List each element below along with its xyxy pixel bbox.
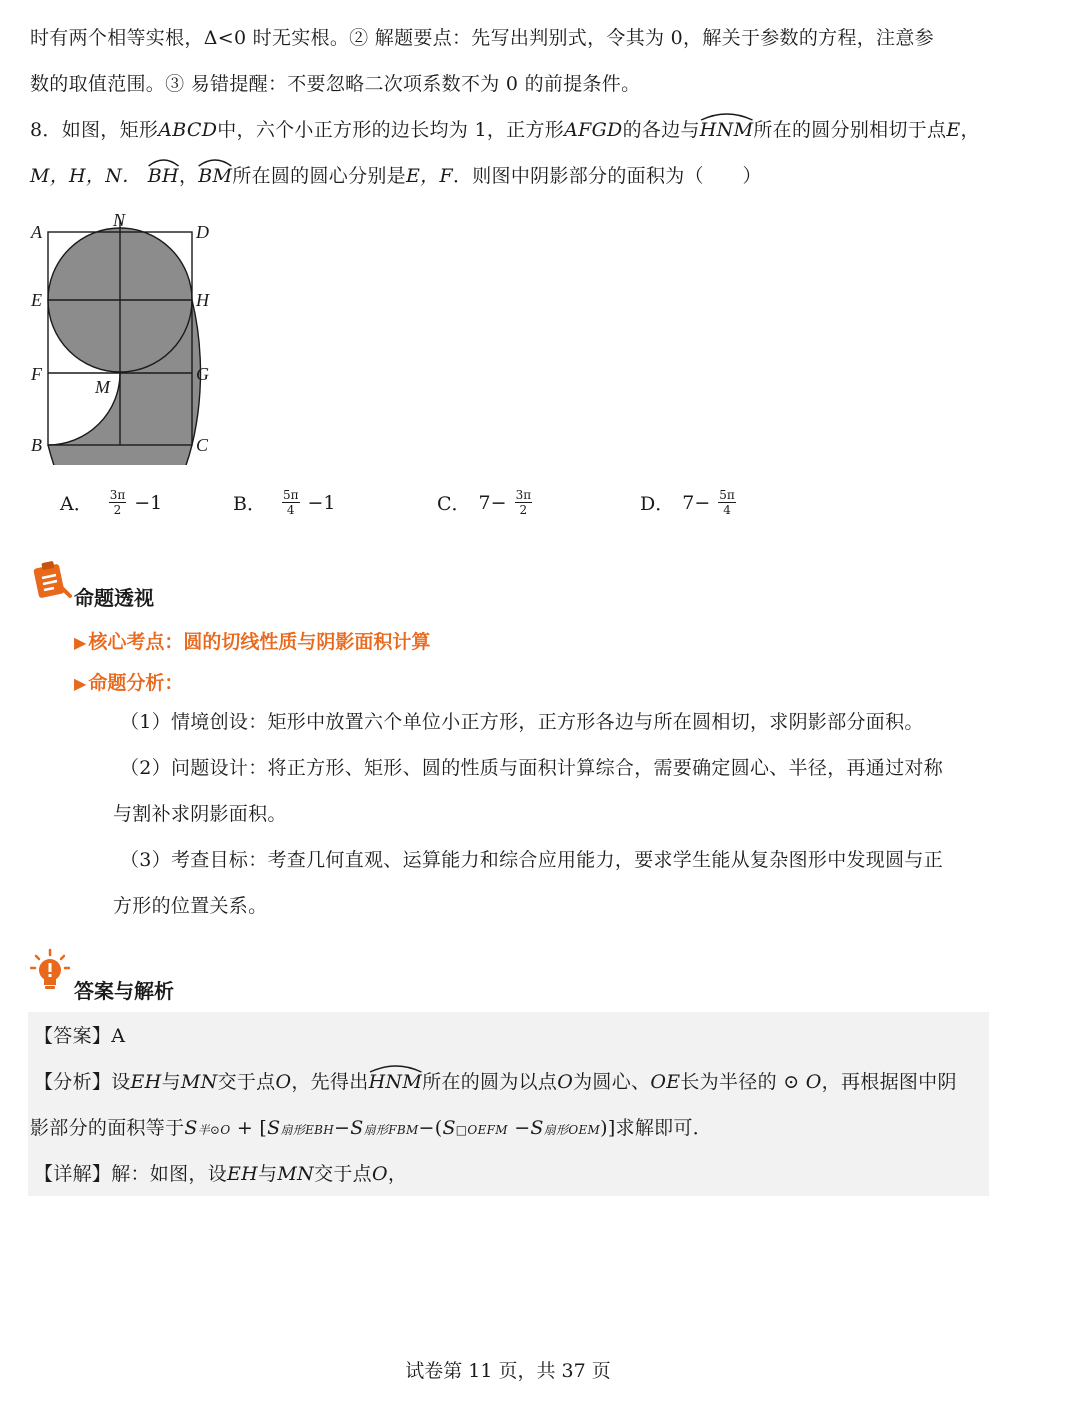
operator: + [: [230, 1117, 268, 1139]
text: 所在的圆为以点: [422, 1071, 558, 1093]
choice-fraction: $\frac{5\pi}{4}$: [282, 488, 299, 517]
question-text: 如图，矩形: [61, 119, 159, 141]
answer-line: [34, 1024, 125, 1048]
segment-mn: MN: [277, 1163, 315, 1185]
text: ，再根据图中阴: [821, 1071, 957, 1093]
text: 交于点: [217, 1071, 276, 1093]
label-b: B: [31, 435, 42, 455]
answer-label: 【答案】: [34, 1025, 112, 1047]
question-text: 所在圆的圆心分别是: [232, 165, 406, 187]
punct: ，: [178, 165, 199, 187]
question-text: 的各边与: [622, 119, 700, 141]
answer-value: A: [111, 1025, 126, 1047]
label-e: E: [31, 290, 42, 310]
arc-bm: BM: [198, 164, 232, 188]
point-o: O: [275, 1071, 292, 1093]
lightbulb-icon: [30, 948, 70, 994]
label-n: N: [113, 210, 126, 230]
text: ，: [387, 1163, 408, 1185]
segment-mn: MN: [180, 1071, 218, 1093]
question-text: 所在的圆分别相切于点: [753, 119, 947, 141]
choice-label: D．: [640, 493, 675, 515]
choice-a[interactable]: [60, 488, 162, 517]
page-footer: 试卷第 11 页，共 37 页: [405, 1360, 611, 1382]
area-symbol: S: [350, 1117, 364, 1139]
area-subscript: 扇形EBH: [280, 1123, 335, 1137]
arc-bh: BH: [148, 164, 179, 188]
area-symbol: S: [442, 1117, 456, 1139]
text: 交于点: [314, 1163, 372, 1185]
text: 设: [111, 1071, 131, 1093]
triangle-bullet-icon: ▶: [74, 633, 87, 652]
triangle-bullet-icon: ▶: [74, 674, 87, 693]
analysis-item-3-line-1: （3）考查目标：考查几何直观、运算能力和综合应用能力，要求学生能从复杂图形中发现圆与正: [120, 849, 943, 871]
text: 为圆心、: [573, 1071, 651, 1093]
analysis-item-3-line-2: 方形的位置关系。: [113, 895, 268, 917]
analysis-item-2-line-2: 与割补求阴影面积。: [113, 803, 287, 825]
question-number: 8．: [30, 119, 62, 141]
choice-b[interactable]: [233, 488, 336, 517]
segment-eh: EH: [130, 1071, 162, 1093]
label-a: A: [31, 222, 42, 242]
choice-suffix: −1: [134, 491, 163, 514]
label-m: M: [95, 377, 110, 397]
choice-fraction: $\frac{3\pi}{2}$: [109, 488, 126, 517]
choice-suffix: −1: [307, 491, 336, 514]
analysis-line-2: [30, 1116, 712, 1142]
text: 长为半径的 ⊙: [680, 1071, 806, 1093]
operator: −: [334, 1117, 351, 1139]
label-d: D: [196, 222, 209, 242]
question-text: ．则图中阴影部分的面积为（ ）: [452, 165, 762, 187]
label-h: H: [196, 290, 209, 310]
area-symbol: S: [267, 1117, 281, 1139]
choice-label: B．: [233, 493, 266, 515]
label-f: F: [31, 364, 42, 384]
intro-line-1: 时有两个相等实根，Δ<0 时无实根。② 解题要点：先写出判别式，令其为 0，解关于参数的方程，注意参: [30, 27, 934, 49]
question-line-1: [30, 118, 980, 142]
choice-c[interactable]: [437, 488, 540, 517]
intro-line-2: 数的取值范围。③ 易错提醒：不要忽略二次项系数不为 0 的前提条件。: [30, 73, 641, 95]
center-labels: E，F: [405, 165, 453, 187]
arc-hnm: HNM: [700, 118, 754, 142]
arc-hnm: HNM: [369, 1070, 423, 1094]
point-o: O: [557, 1071, 574, 1093]
analysis-line-1: [34, 1070, 957, 1094]
point-labels: M，H，N．: [30, 165, 142, 187]
operator: −: [507, 1117, 531, 1139]
choice-prefix: 7−: [478, 491, 507, 514]
core-value: 圆的切线性质与阴影面积计算: [183, 631, 431, 653]
clipboard-icon: [30, 560, 72, 600]
point-label: E: [946, 119, 961, 141]
analysis-item-2-line-1: （2）问题设计：将正方形、矩形、圆的性质与面积计算综合，需要确定圆心、半径，再通过对称: [120, 757, 943, 779]
area-symbol: S: [184, 1117, 198, 1139]
choice-label: C．: [437, 493, 471, 515]
label-c: C: [196, 435, 209, 455]
rect-label: ABCD: [158, 119, 218, 141]
detail-line: [34, 1162, 407, 1186]
area-subscript: 半⊙O: [197, 1123, 231, 1137]
choice-fraction: $\frac{5\pi}{4}$: [719, 488, 735, 517]
choice-d[interactable]: [640, 488, 744, 517]
point-o: O: [805, 1071, 822, 1093]
section-title-analysis: 命题透视: [74, 586, 154, 610]
analysis-label: 命题分析：: [88, 672, 184, 694]
section-title-answer: 答案与解析: [74, 979, 174, 1003]
core-label: 核心考点：: [88, 631, 184, 653]
question-line-2: [30, 164, 762, 188]
text: 影部分的面积等于: [30, 1117, 185, 1139]
text: )]求解即可．: [600, 1117, 713, 1139]
detail-label: 【详解】: [34, 1163, 112, 1185]
text: ，先得出: [291, 1071, 369, 1093]
area-symbol: S: [530, 1117, 544, 1139]
square-label: AFGD: [564, 119, 623, 141]
analysis-item-1: （1）情境创设：矩形中放置六个单位小正方形，正方形各边与所在圆相切，求阴影部分面积。: [120, 711, 924, 733]
choice-label: A．: [60, 493, 93, 515]
area-subscript: 扇形OEM: [543, 1123, 601, 1137]
geometry-figure: [24, 205, 224, 465]
point-o: O: [371, 1163, 388, 1185]
label-g: G: [196, 364, 209, 384]
choice-prefix: 7−: [682, 491, 711, 514]
segment-oe: OE: [650, 1071, 681, 1093]
area-subscript: □OEFM: [455, 1123, 508, 1137]
answer-box: [28, 1012, 989, 1196]
segment-eh: EH: [227, 1163, 259, 1185]
text: 解：如图，设: [111, 1163, 228, 1185]
analysis-label: 【分析】: [34, 1071, 112, 1093]
core-point: [74, 627, 430, 654]
area-subscript: 扇形FBM: [363, 1123, 419, 1137]
analysis-heading: [74, 668, 183, 695]
question-text: 中，六个小正方形的边长均为 1，正方形: [217, 119, 565, 141]
text: 与: [161, 1071, 181, 1093]
operator: −(: [418, 1117, 443, 1139]
choice-fraction: $\frac{3\pi}{2}$: [515, 488, 532, 517]
text: 与: [258, 1163, 278, 1185]
punct: ，: [960, 119, 980, 141]
